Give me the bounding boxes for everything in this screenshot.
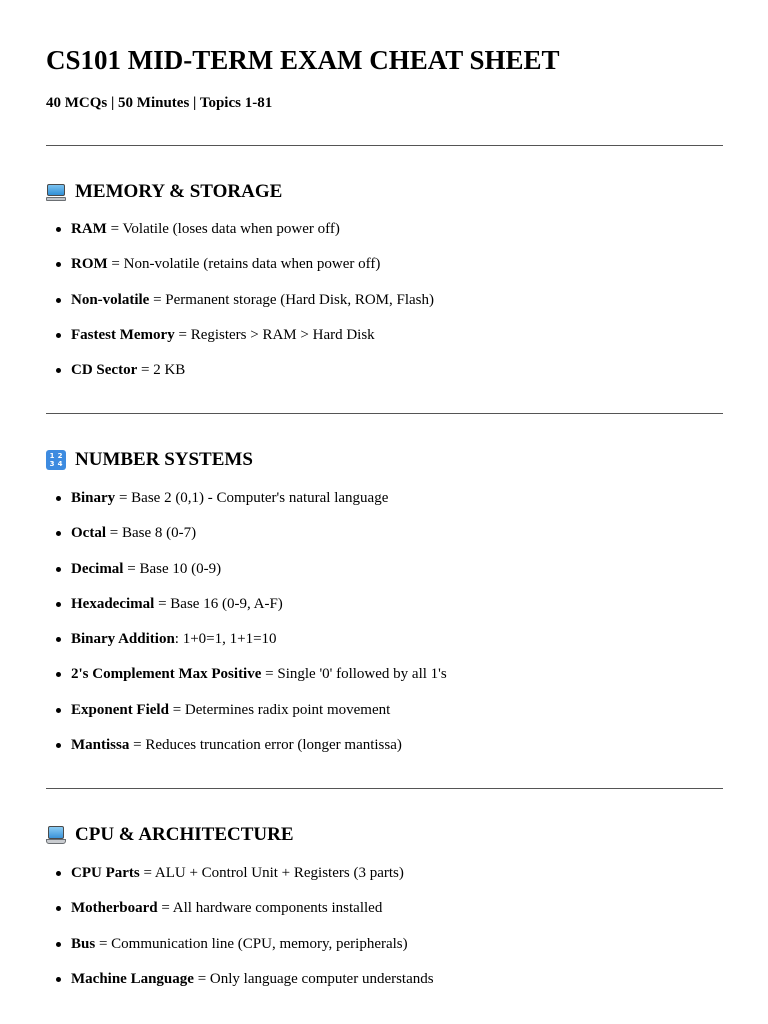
item-separator: = <box>123 560 140 577</box>
item-separator: = <box>139 865 155 881</box>
item-term: Octal <box>71 525 106 542</box>
item-term: Mantissa <box>71 737 130 754</box>
page-title: CS101 MID-TERM EXAM CHEAT SHEET <box>46 45 560 75</box>
item-text: 2 KB <box>153 362 186 379</box>
item-text: Determines radix point movement <box>184 701 391 718</box>
item-separator: = <box>129 737 146 754</box>
item-separator: = <box>168 701 185 718</box>
section-heading-number-systems <box>46 449 253 471</box>
item-text: Reduces truncation error (longer mantissa) <box>145 737 402 754</box>
item-term: Bus <box>71 935 96 952</box>
item-text: Volatile (loses data when power off) <box>122 221 340 237</box>
list-item <box>46 361 434 396</box>
item-separator: = <box>157 900 173 917</box>
list-item <box>46 255 434 290</box>
list-item <box>46 326 434 361</box>
item-text: Base 10 (0-9) <box>139 560 222 577</box>
item-separator: = <box>261 666 278 683</box>
item-text: Single '0' followed by all 1's <box>277 666 447 683</box>
list-item <box>46 595 447 630</box>
item-text: ALU + Control Unit + Registers (3 parts) <box>154 865 404 881</box>
item-separator: = <box>154 595 171 612</box>
item-term: Hexadecimal <box>71 595 155 612</box>
divider <box>46 413 723 414</box>
item-text: 1+0=1, 1+1=10 <box>182 631 277 648</box>
computer-icon <box>46 182 66 202</box>
item-text: Only language computer understands <box>209 970 434 987</box>
item-separator: = <box>115 490 132 506</box>
section-heading-cpu-architecture <box>46 824 294 846</box>
laptop-icon <box>46 825 66 845</box>
item-term: Exponent Field <box>71 701 169 718</box>
section-list-cpu-architecture <box>46 864 434 1005</box>
item-separator: = <box>106 525 122 542</box>
list-item <box>46 220 434 255</box>
section-list-memory-storage <box>46 220 434 396</box>
list-item <box>46 736 447 771</box>
item-separator: : <box>174 631 183 648</box>
divider <box>46 788 723 789</box>
item-term: CPU Parts <box>71 865 140 881</box>
list-item <box>46 560 447 595</box>
divider <box>46 145 723 146</box>
item-separator: = <box>95 935 112 952</box>
item-term: Decimal <box>71 560 124 577</box>
list-item <box>46 524 447 559</box>
section-heading-label: CPU & ARCHITECTURE <box>75 824 294 845</box>
item-text: Base 8 (0-7) <box>121 525 197 542</box>
item-term: Machine Language <box>71 970 194 987</box>
list-item <box>46 665 447 700</box>
page-subtitle: 40 MCQs | 50 Minutes | Topics 1-81 <box>46 95 273 111</box>
item-text: All hardware components installed <box>172 900 383 917</box>
section-heading-label: NUMBER SYSTEMS <box>75 449 253 470</box>
item-term: RAM <box>71 221 107 237</box>
list-item <box>46 291 434 326</box>
item-term: Binary Addition <box>71 631 175 648</box>
list-item <box>46 630 447 665</box>
section-heading-label: MEMORY & STORAGE <box>75 181 283 202</box>
item-text: Permanent storage (Hard Disk, ROM, Flash) <box>165 291 435 308</box>
list-item <box>46 864 434 899</box>
list-item <box>46 701 447 736</box>
item-term: CD Sector <box>71 362 138 379</box>
item-text: Communication line (CPU, memory, peripherals) <box>111 935 408 952</box>
item-separator: = <box>193 970 210 987</box>
list-item <box>46 489 447 524</box>
numbers-icon: 1 2 3 4 <box>46 450 66 470</box>
item-term: Non-volatile <box>71 291 150 308</box>
item-text: Base 16 (0-9, A-F) <box>170 595 283 612</box>
list-item <box>46 970 434 1005</box>
item-separator: = <box>106 221 123 237</box>
item-separator: = <box>149 291 166 308</box>
item-term: Binary <box>71 490 116 506</box>
item-term: 2's Complement Max Positive <box>71 666 262 683</box>
item-term: Fastest Memory <box>71 326 175 343</box>
section-list-number-systems <box>46 489 447 771</box>
item-separator: = <box>137 362 154 379</box>
section-heading-memory-storage <box>46 181 282 203</box>
item-text: Non-volatile (retains data when power off) <box>123 256 381 273</box>
list-item <box>46 935 434 970</box>
item-separator: = <box>174 326 191 343</box>
list-item <box>46 899 434 934</box>
item-separator: = <box>107 256 124 273</box>
item-text: Base 2 (0,1) - Computer's natural language <box>131 490 389 506</box>
item-text: Registers > RAM > Hard Disk <box>190 326 375 343</box>
item-term: Motherboard <box>71 900 158 917</box>
item-term: ROM <box>71 256 108 273</box>
